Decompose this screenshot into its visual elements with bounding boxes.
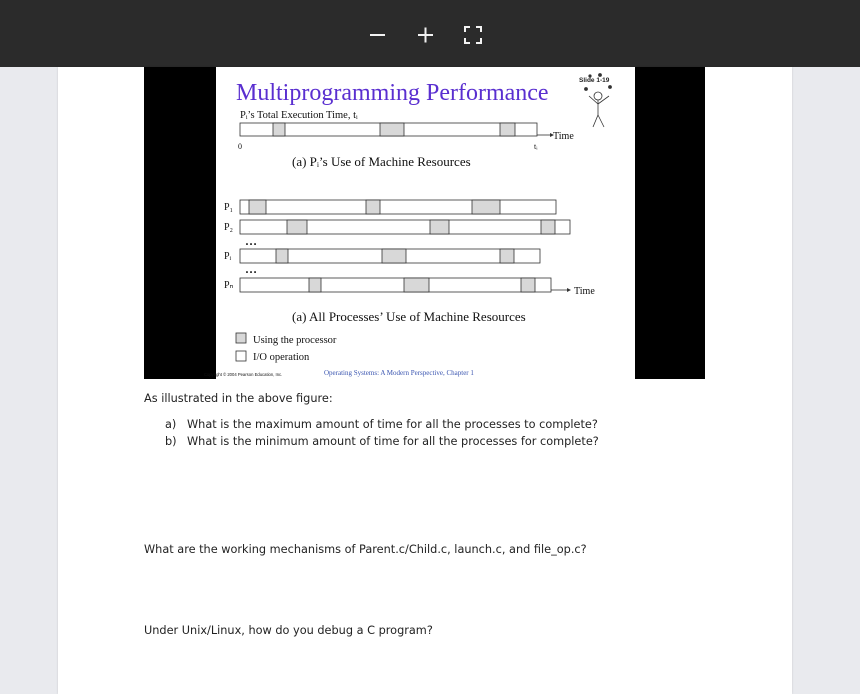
process-label-p2: P₂ — [224, 222, 234, 233]
intro-text: As illustrated in the above figure: — [144, 392, 333, 405]
slide-title: Multiprogramming Performance — [236, 80, 549, 106]
embedded-slide-image — [144, 67, 705, 379]
plus-icon — [411, 20, 441, 50]
single-process-timeline — [240, 123, 537, 136]
question-mechanisms: What are the working mechanisms of Parent.c/Child.c, launch.c, and file_op.c? — [144, 543, 587, 556]
process-label-pi: Pᵢ — [224, 251, 232, 262]
slide-figure — [204, 67, 635, 379]
slide-content — [204, 67, 635, 379]
minus-icon — [363, 20, 393, 50]
process-label-pn: Pₙ — [224, 280, 234, 291]
fit-screen-button[interactable] — [458, 20, 488, 50]
zoom-in-button[interactable] — [411, 20, 441, 50]
time-label-bottom: Time — [574, 286, 595, 297]
caption-b: (a) All Processes’ Use of Machine Resources — [292, 309, 526, 324]
list-marker-a: a) — [165, 418, 177, 431]
process-label-p1: P₁ — [224, 202, 234, 213]
fit-screen-icon — [458, 20, 488, 50]
viewer-toolbar — [0, 0, 860, 67]
list-item-b: What is the minimum amount of time for all the processes for complete? — [187, 435, 599, 448]
axis-ti: tᵢ — [534, 142, 538, 151]
zoom-out-button[interactable] — [363, 20, 393, 50]
document-page — [58, 67, 792, 694]
time-label-top: Time — [553, 131, 574, 142]
ellipsis-2: … — [245, 262, 257, 276]
axis-zero: 0 — [238, 142, 242, 151]
slide-number: Slide 1-19 — [579, 77, 610, 84]
legend-io: I/O operation — [253, 352, 310, 363]
question-debug: Under Unix/Linux, how do you debug a C program? — [144, 624, 433, 637]
slide-copyright: Copyright © 2004 Pearson Education, Inc. — [204, 372, 283, 377]
list-item-a: What is the maximum amount of time for all the processes to complete? — [187, 418, 598, 431]
timeline-subtitle: Pᵢ’s Total Execution Time, tᵢ — [240, 110, 358, 121]
list-marker-b: b) — [165, 435, 177, 448]
legend-processor: Using the processor — [253, 335, 337, 346]
caption-a: (a) Pᵢ’s Use of Machine Resources — [292, 154, 471, 169]
ellipsis-1: … — [245, 234, 257, 248]
slide-footer: Operating Systems: A Modern Perspective, Chapter 1 — [324, 369, 474, 377]
all-processes-chart — [240, 200, 570, 292]
